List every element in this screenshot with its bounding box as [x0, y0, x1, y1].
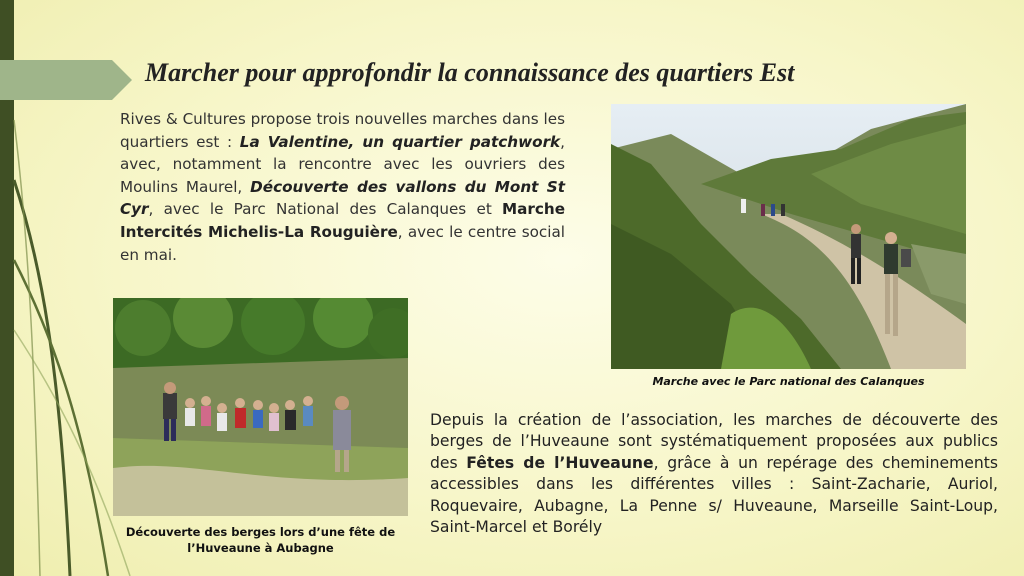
caption-calanques-photo: Marche avec le Parc national des Calanques: [652, 375, 925, 388]
huveaune-paragraph: Depuis la création de l’association, les marches de découverte des berges de l’Huveaune sont systématiquement proposées aux publics des Fêtes de l’Huveaune, grâce à un repérage des cheminements accessibles dans les différentes villes : Saint-Zacharie, Auriol, Roquevaire, Aubagne, La Penne s/ Huveaune, Marseille Saint-Loup, Saint-Marcel et Borély: [430, 411, 998, 537]
slide-title: Marcher pour approfondir la connaissance des quartiers Est: [145, 58, 795, 87]
photo-huveaune-banks: [113, 298, 408, 516]
fetes-huveaune-label: Fêtes de l’Huveaune: [466, 453, 654, 472]
photo-calanques-hike: [611, 104, 966, 369]
walk-intercites: Marche Intercités Michelis-La Rouguière: [120, 200, 565, 241]
walk-mont-st-cyr: Découverte des vallons du Mont St Cyr: [120, 177, 566, 219]
intro-paragraph: Rives & Cultures propose trois nouvelles marches dans les quartiers est : La Valentine, un quartier patchwork, avec, notamment la rencontre avec les ouvriers des Moulins Maurel, Découverte des vallons du Mont St Cyr, avec le Parc National des Calanques et Marche Intercités Michelis-La Rouguière, avec le centre social en mai.: [120, 110, 566, 264]
title-arrow-shape: [0, 60, 132, 100]
caption-huveaune-photo: Découverte des berges lors d’une fête de l’Huveaune à Aubagne: [125, 525, 396, 555]
walk-valentine: La Valentine, un quartier patchwork: [239, 132, 561, 151]
